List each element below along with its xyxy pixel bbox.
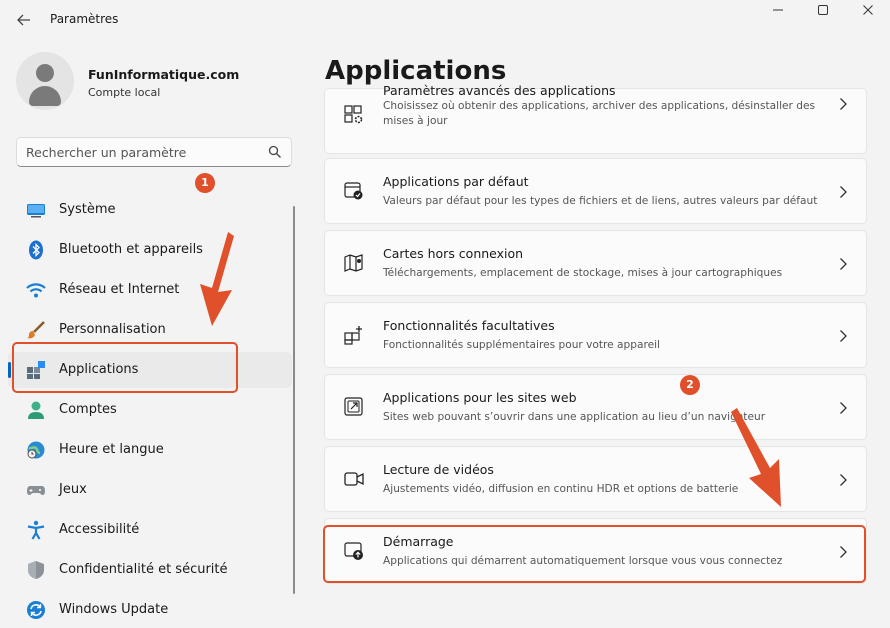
card-subtitle: Fonctionnalités supplémentaires pour votre appareil bbox=[383, 339, 661, 351]
sidebar-item-label: Confidentialité et sécurité bbox=[59, 562, 228, 577]
step-badge-2: 2 bbox=[680, 375, 700, 395]
sidebar-item-label: Système bbox=[59, 202, 116, 217]
sidebar-item-label: Applications bbox=[59, 362, 139, 377]
card-subtitle: Sites web pouvant s’ouvrir dans une application au lieu d’un navigateur bbox=[383, 411, 766, 423]
card-title: Lecture de vidéos bbox=[383, 462, 494, 477]
sidebar-item-label: Bluetooth et appareils bbox=[59, 242, 203, 257]
card-title: Applications pour les sites web bbox=[383, 390, 577, 405]
arrow-2 bbox=[731, 408, 781, 507]
card-subtitle: Téléchargements, emplacement de stockage, mises à jour cartographiques bbox=[383, 267, 783, 279]
card-title: Applications par défaut bbox=[383, 174, 529, 189]
page-title: Applications bbox=[325, 56, 507, 86]
card-subtitle: Ajustements vidéo, diffusion en continu HDR et options de batterie bbox=[383, 483, 739, 495]
card-title: Paramètres avancés des applications bbox=[383, 83, 616, 98]
sidebar-item-label: Jeux bbox=[59, 482, 87, 497]
card-subtitle: Choisissez où obtenir des applications, archiver des applications, désinstaller des mises à jour bbox=[383, 100, 816, 127]
sidebar-item-label: Accessibilité bbox=[59, 522, 140, 537]
card-title: Cartes hors connexion bbox=[383, 246, 524, 261]
sidebar-item-label: Réseau et Internet bbox=[59, 282, 180, 297]
sidebar-item-label: Windows Update bbox=[59, 602, 169, 617]
account-name: FunInformatique.com bbox=[88, 67, 240, 82]
card-subtitle: Applications qui démarrent automatiquement lorsque vous vous connectez bbox=[383, 555, 783, 567]
window-title: Paramètres bbox=[50, 12, 119, 26]
arrow-1 bbox=[200, 232, 234, 326]
card-title: Fonctionnalités facultatives bbox=[383, 318, 555, 333]
sidebar-item-label: Personnalisation bbox=[59, 322, 166, 337]
card-title: Démarrage bbox=[383, 534, 454, 549]
card-subtitle: Valeurs par défaut pour les types de fichiers et de liens, autres valeurs par défaut bbox=[383, 195, 818, 207]
sidebar-item-label: Comptes bbox=[59, 402, 117, 417]
sidebar-item-label: Heure et langue bbox=[59, 442, 164, 457]
account-type: Compte local bbox=[88, 86, 161, 99]
step-badge-1: 1 bbox=[195, 173, 215, 193]
